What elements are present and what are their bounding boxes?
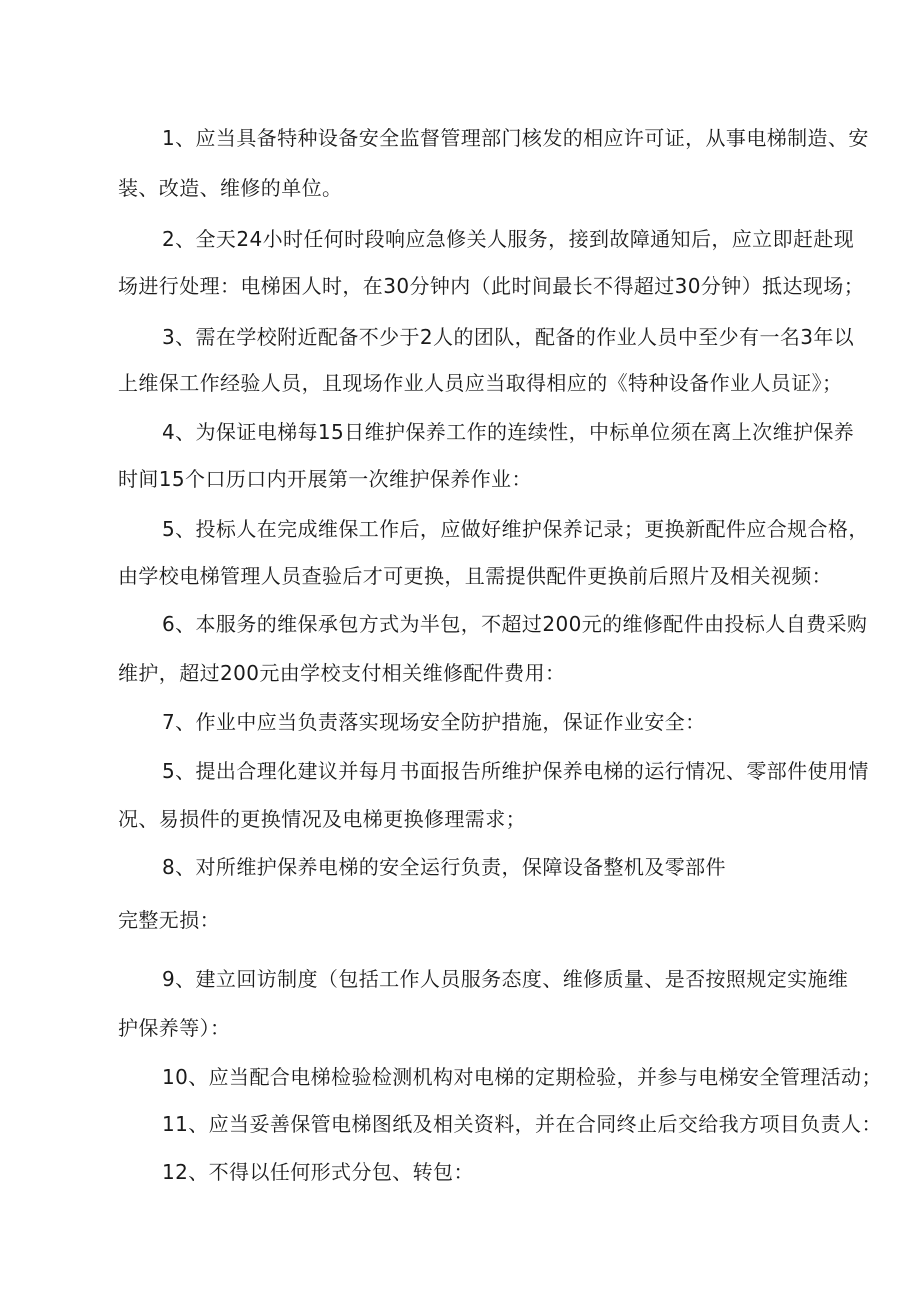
clause-6-line-2: 维护，超过200元由学校支付相关维修配件费用： <box>118 661 566 685</box>
clause-9-line-2: 护保养等）： <box>118 1016 231 1040</box>
clause-11-line-1: 11、应当妥善保管电梯图纸及相关资料，并在合同终止后交给我方项目负责人： <box>162 1112 882 1136</box>
clause-3-line-2: 上维保工作经验人员，且现场作业人员应当取得相应的《特种设备作业人员证》； <box>118 371 843 395</box>
clause-10-line-1: 10、应当配合电梯检验检测机构对电梯的定期检验，并参与电梯安全管理活动； <box>162 1065 882 1089</box>
clause-5b-line-1: 5、提出合理化建议并每月书面报告所维护保养电梯的运行情况、零部件使用情 <box>162 759 869 783</box>
clause-2-line-1: 2、全天24小时任何时段响应急修关人服务，接到故障通知后，应立即赶赴现 <box>162 227 855 251</box>
clause-8-line-1: 8、对所维护保养电梯的安全运行负责，保障设备整机及零部件 <box>162 855 726 879</box>
clause-2-line-2: 场进行处理：电梯困人时，在30分钟内（此时间最长不得超过30分钟）抵达现场； <box>118 274 865 298</box>
clause-3-line-1: 3、需在学校附近配备不少于2人的团队，配备的作业人员中至少有一名3年以 <box>162 325 855 349</box>
clause-4-line-1: 4、为保证电梯每15日维护保养工作的连续性，中标单位须在离上次维护保养 <box>162 420 855 444</box>
clause-6-line-1: 6、本服务的维保承包方式为半包，不超过200元的维修配件由投标人自费采购 <box>162 612 868 636</box>
clause-12-line-1: 12、不得以任何形式分包、转包： <box>162 1160 474 1184</box>
clause-4-line-2: 时间15个口历口内开展第一次维护保养作业： <box>118 467 532 491</box>
clause-5-line-2: 由学校电梯管理人员查验后才可更换，且需提供配件更换前后照片及相关视频： <box>118 564 832 588</box>
clause-9-line-1: 9、建立回访制度（包括工作人员服务态度、维修质量、是否按照规定实施维 <box>162 967 849 991</box>
clause-5b-line-2: 况、易损件的更换情况及电梯更换修理需求； <box>118 807 526 831</box>
clause-7-line-1: 7、作业中应当负责落实现场安全防护措施，保证作业安全： <box>162 710 706 734</box>
clause-1-line-2: 装、改造、维修的单位。 <box>118 176 343 200</box>
clause-5-line-1: 5、投标人在完成维保工作后，应做好维护保养记录；更换新配件应合规合格， <box>162 517 869 541</box>
clause-8-line-2: 完整无损： <box>118 908 220 932</box>
clause-1-line-1: 1、应当具备特种设备安全监督管理部门核发的相应许可证，从事电梯制造、安 <box>162 126 869 150</box>
